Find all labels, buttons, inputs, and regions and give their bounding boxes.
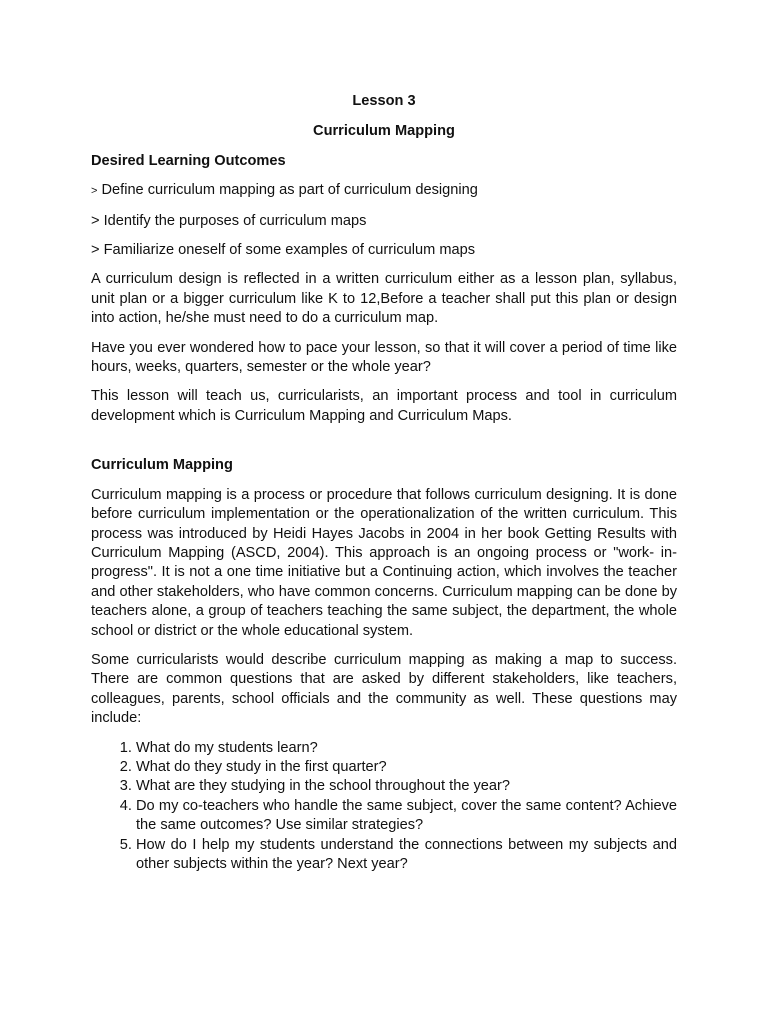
intro-paragraph: A curriculum design is reflected in a written curriculum either as a lesson plan, syllabus, unit plan or a bigger curriculum like K to 12,Before a teacher shall put this plan or design into action, he/she must need to do a curriculum map. [91, 271, 677, 327]
section-heading: Curriculum Mapping [91, 457, 233, 474]
intro-paragraph: Have you ever wondered how to pace your lesson, so that it will cover a period of time like hours, weeks, quarters, semester or the whole year? [91, 339, 677, 376]
outcome-marker: > [91, 185, 98, 198]
section-paragraph: Curriculum mapping is a process or procedure that follows curriculum designing. It is done before curriculum implementation or the operationalization of the written curriculum. This process was introduced by Heidi Hayes Jacobs in 2004 in her book Getting Results with Curriculum Mapping (ASCD, 2004). This approach is an ongoing process or "work- in- progress". It is not a one time initiative but a Continuing action, which involves the teacher and other stakeholders, who have common concerns. Curriculum mapping can be done by teachers alone, a group of teachers teaching the same subject, the department, the whole school or district or the whole educational system. [91, 486, 677, 639]
section-paragraph: Some curricularists would describe curriculum mapping as making a map to success. There are common questions that are asked by different stakeholders, like teachers, colleagues, parents, school officials and the community as well. These questions may include: [91, 651, 677, 727]
intro-paragraph: This lesson will teach us, curricularists, an important process and tool in curriculum development which is Curriculum Mapping and Curriculum Maps. [91, 388, 677, 424]
lesson-title: Curriculum Mapping [313, 123, 455, 140]
outcome-marker: > [91, 212, 100, 229]
question-item: 2. What do they study in the first quarter? [136, 758, 677, 777]
outcome-item [91, 181, 677, 201]
outcome-text: Familiarize oneself of some examples of curriculum maps [99, 242, 476, 259]
question-item: 1. What do my students learn? [136, 739, 677, 758]
questions-list [91, 739, 677, 875]
outcome-item [91, 212, 677, 231]
outcome-text: Identify the purposes of curriculum maps [99, 212, 367, 229]
outcome-marker: > [91, 242, 100, 259]
question-item: 4. Do my co-teachers who handle the same subject, cover the same content? Achieve the same outcomes? Use similar strategies? [136, 797, 677, 836]
question-item: 5. How do I help my students understand the connections between my subjects and other subjects within the year? Next year? [136, 836, 677, 875]
outcome-item [91, 241, 677, 260]
outcome-text: Define curriculum mapping as part of curriculum designing [97, 182, 478, 199]
question-item: 3. What are they studying in the school throughout the year? [136, 777, 677, 796]
outcomes-heading: Desired Learning Outcomes [91, 152, 286, 169]
lesson-number: Lesson 3 [352, 93, 416, 109]
